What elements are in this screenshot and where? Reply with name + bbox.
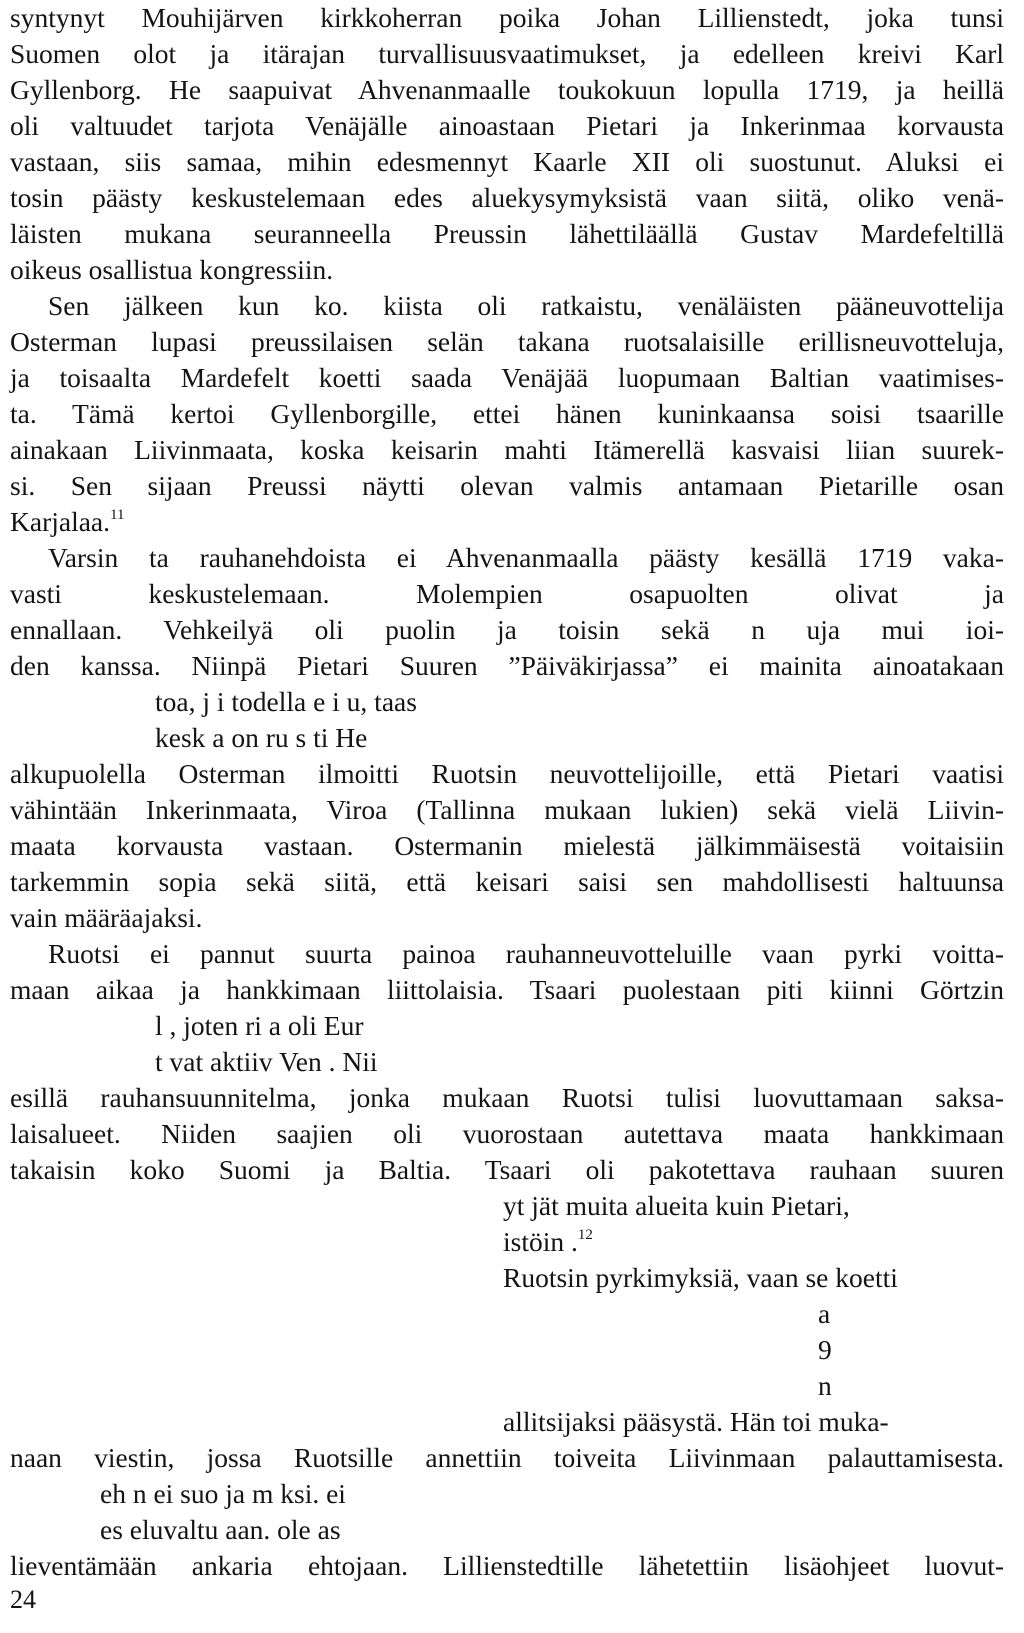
text-line: takaisin koko Suomi ja Baltia. Tsaari oli pakotettava rauhaan suuren xyxy=(10,1154,1004,1185)
text-line: ta. Tämä kertoi Gyllenborgille, ettei hänen kuninkaansa soisi tsaarille xyxy=(10,398,1004,429)
footnote-ref-12: 12 xyxy=(577,1227,593,1243)
text-line: Ruotsi ei pannut suurta painoa rauhanneuvotteluille vaan pyrki voitta- xyxy=(48,938,1004,969)
text-line: Osterman lupasi preussilaisen selän takana ruotsalaisille erillisneuvotteluja, xyxy=(10,326,1004,357)
text-line-content: istöin . xyxy=(503,1226,578,1257)
text-line: vasti keskustelemaan. Molempien osapuolten olivat ja xyxy=(10,578,1004,609)
text-line: syntynyt Mouhijärven kirkkoherran poika Johan Lillienstedt, joka tunsi xyxy=(10,2,1004,33)
text-line: ainakaan Liivinmaata, koska keisarin mahti Itämerellä kasvaisi liian suurek- xyxy=(10,434,1004,465)
text-line: tarkemmin sopia sekä siitä, että keisari saisi sen mahdollisesti haltuunsa xyxy=(10,866,1004,897)
text-line-fragment: 9 xyxy=(818,1334,832,1365)
text-line: alkupuolella Osterman ilmoitti Ruotsin neuvottelijoille, että Pietari vaatisi xyxy=(10,758,1004,789)
text-line-fragment: allitsijaksi pääsystä. Hän toi muka- xyxy=(503,1406,889,1437)
text-line-fragment: eh n ei suo ja m ksi. ei xyxy=(100,1478,346,1509)
text-line-fragment: n xyxy=(818,1370,832,1401)
footnote-ref-11: 11 xyxy=(110,507,125,523)
text-line-fragment: a xyxy=(818,1298,831,1329)
text-line: Suomen olot ja itärajan turvallisuusvaatimukset, ja edelleen kreivi Karl xyxy=(10,38,1004,69)
text-line: Sen jälkeen kun ko. kiista oli ratkaistu, venäläisten pääneuvottelija xyxy=(48,290,1004,321)
text-line: oikeus osallistua kongressiin. xyxy=(10,254,334,285)
text-line: naan viestin, jossa Ruotsille annettiin toiveita Liivinmaan palauttamisesta. xyxy=(10,1442,1004,1473)
text-line-fragment xyxy=(503,1224,1003,1260)
text-line: lieventämään ankaria ehtojaan. Lillienstedtille lähetettiin lisäohjeet luovut- xyxy=(10,1550,1004,1581)
text-line: oli valtuudet tarjota Venäjälle ainoastaan Pietari ja Inkerinmaa korvausta xyxy=(10,110,1004,141)
text-line: Varsin ta rauhanehdoista ei Ahvenanmaalla päästy kesällä 1719 vaka- xyxy=(48,542,1004,573)
text-line: tosin päästy keskustelemaan edes aluekysymyksistä vaan siitä, oliko venä- xyxy=(10,182,1004,213)
text-line-fragment: t vat aktiiv Ven . Nii xyxy=(155,1046,378,1077)
text-line: esillä rauhansuunnitelma, jonka mukaan Ruotsi tulisi luovuttamaan saksa- xyxy=(10,1082,1004,1113)
text-line: vähintään Inkerinmaata, Viroa (Tallinna mukaan lukien) sekä vielä Liivin- xyxy=(10,794,1004,825)
text-line: laisalueet. Niiden saajien oli vuorostaan autettava maata hankkimaan xyxy=(10,1118,1004,1149)
page-number: 24 xyxy=(10,1585,36,1614)
text-line-fragment: Ruotsin pyrkimyksiä, vaan se koetti xyxy=(503,1262,898,1293)
text-line-fragment: toa, j i todella e i u, taas xyxy=(155,686,417,717)
text-line: läisten mukana seuranneella Preussin lähettiläällä Gustav Mardefeltillä xyxy=(10,218,1004,249)
text-line xyxy=(10,504,1004,540)
text-line-fragment: kesk a on ru s ti He xyxy=(155,722,368,753)
text-line: ennallaan. Vehkeilyä oli puolin ja toisin sekä n uja mui ioi- xyxy=(10,614,1004,645)
text-line-content: Karjalaa. xyxy=(10,506,110,537)
text-line-fragment: yt jät muita alueita kuin Pietari, xyxy=(503,1190,850,1221)
text-line: vastaan, siis samaa, mihin edesmennyt Kaarle XII oli suostunut. Aluksi ei xyxy=(10,146,1004,177)
text-line: si. Sen sijaan Preussi näytti olevan valmis antamaan Pietarille osan xyxy=(10,470,1004,501)
text-line: maan aikaa ja hankkimaan liittolaisia. Tsaari puolestaan piti kiinni Görtzin xyxy=(10,974,1004,1005)
text-line-fragment: l , joten ri a oli Eur xyxy=(155,1010,364,1041)
text-line-fragment: es eluvaltu aan. ole as xyxy=(100,1514,341,1545)
text-line: Gyllenborg. He saapuivat Ahvenanmaalle toukokuun lopulla 1719, ja heillä xyxy=(10,74,1004,105)
text-line: den kanssa. Niinpä Pietari Suuren ”Päiväkirjassa” ei mainita ainoatakaan xyxy=(10,650,1004,681)
text-line: ja toisaalta Mardefelt koetti saada Venäjää luopumaan Baltian vaatimises- xyxy=(10,362,1004,393)
text-line: maata korvausta vastaan. Ostermanin mielestä jälkimmäisestä voitaisiin xyxy=(10,830,1004,861)
text-line: vain määräajaksi. xyxy=(10,902,203,933)
